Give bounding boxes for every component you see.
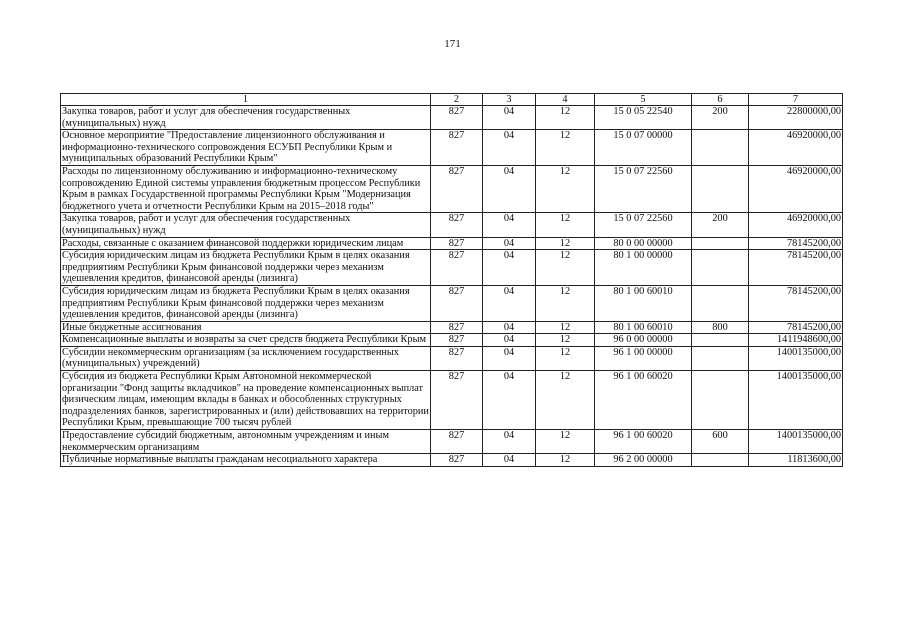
- row-subsection-cell: 12: [536, 430, 595, 454]
- row-ved-cell: 827: [431, 430, 483, 454]
- row-amount-cell: 78145200,00: [749, 285, 843, 321]
- row-amount-cell: 1400135000,00: [749, 346, 843, 370]
- column-header: 7: [749, 94, 843, 106]
- row-name-cell: Закупка товаров, работ и услуг для обеспечения государственных (муниципальных) нужд: [61, 213, 431, 237]
- row-ved-cell: 827: [431, 130, 483, 166]
- row-amount-cell: 46920000,00: [749, 130, 843, 166]
- row-target-article-cell: 96 0 00 00000: [595, 334, 692, 347]
- row-target-article-cell: 15 0 05 22540: [595, 106, 692, 130]
- table-row: [61, 334, 843, 347]
- row-section-cell: 04: [483, 130, 536, 166]
- row-subsection-cell: 12: [536, 165, 595, 212]
- row-name-cell: Расходы по лицензионному обслуживанию и информационно-техническому сопровождению Единой системы управления бюджетным процессом Республики Крым в рамках Государственной программы Республики Крым "Модернизация бюджетного учета и отчетности Республики Крым на 2015–2018 годы": [61, 165, 431, 212]
- row-subsection-cell: 12: [536, 321, 595, 334]
- row-section-cell: 04: [483, 346, 536, 370]
- row-amount-cell: 78145200,00: [749, 237, 843, 250]
- row-section-cell: 04: [483, 213, 536, 237]
- row-expense-type-cell: [692, 165, 749, 212]
- row-target-article-cell: 15 0 07 00000: [595, 130, 692, 166]
- row-ved-cell: 827: [431, 106, 483, 130]
- row-section-cell: 04: [483, 321, 536, 334]
- row-ved-cell: 827: [431, 285, 483, 321]
- row-expense-type-cell: [692, 237, 749, 250]
- row-target-article-cell: 96 1 00 00000: [595, 346, 692, 370]
- row-name-cell: Субсидии некоммерческим организациям (за исключением государственных (муниципальных) учреждений): [61, 346, 431, 370]
- row-name-cell: Предоставление субсидий бюджетным, автономным учреждениям и иным некоммерческим организациям: [61, 430, 431, 454]
- table-body: [61, 106, 843, 467]
- table-row: [61, 321, 843, 334]
- table-row: [61, 237, 843, 250]
- row-target-article-cell: 15 0 07 22560: [595, 165, 692, 212]
- row-ved-cell: 827: [431, 454, 483, 467]
- table-row: [61, 106, 843, 130]
- row-ved-cell: 827: [431, 165, 483, 212]
- row-target-article-cell: 96 2 00 00000: [595, 454, 692, 467]
- row-subsection-cell: 12: [536, 130, 595, 166]
- table-row: [61, 165, 843, 212]
- row-subsection-cell: 12: [536, 346, 595, 370]
- row-expense-type-cell: 800: [692, 321, 749, 334]
- table-row: [61, 250, 843, 286]
- row-section-cell: 04: [483, 250, 536, 286]
- row-subsection-cell: 12: [536, 250, 595, 286]
- row-amount-cell: 78145200,00: [749, 321, 843, 334]
- row-section-cell: 04: [483, 165, 536, 212]
- row-name-cell: Иные бюджетные ассигнования: [61, 321, 431, 334]
- row-expense-type-cell: 200: [692, 213, 749, 237]
- row-amount-cell: 78145200,00: [749, 250, 843, 286]
- row-amount-cell: 11813600,00: [749, 454, 843, 467]
- row-expense-type-cell: [692, 334, 749, 347]
- row-ved-cell: 827: [431, 334, 483, 347]
- row-name-cell: Субсидия из бюджета Республики Крым Автономной некоммерческой организации "Фонд защиты вкладчиков" на проведение компенсационных выплат физическим лицам, имеющим вклады в банках и обособленных структурных подразделениях банков, зарегистрированных и (или) действовавших на территории Республики Крым, превышающие 700 тысяч рублей: [62, 371, 429, 429]
- row-target-article-cell: 96 1 00 60020: [595, 371, 692, 430]
- row-expense-type-cell: [692, 130, 749, 166]
- row-section-cell: 04: [483, 106, 536, 130]
- table-row: [61, 130, 843, 166]
- row-ved-cell: 827: [431, 250, 483, 286]
- row-name-cell: Закупка товаров, работ и услуг для обеспечения государственных (муниципальных) нужд: [61, 106, 431, 130]
- row-section-cell: 04: [483, 430, 536, 454]
- row-ved-cell: 827: [431, 213, 483, 237]
- row-target-article-cell: 80 1 00 00000: [595, 250, 692, 286]
- row-section-cell: 04: [483, 237, 536, 250]
- row-subsection-cell: 12: [536, 454, 595, 467]
- row-ved-cell: 827: [431, 321, 483, 334]
- row-amount-cell: 46920000,00: [749, 165, 843, 212]
- row-amount-cell: 22800000,00: [749, 106, 843, 130]
- row-name-cell: Субсидия юридическим лицам из бюджета Республики Крым в целях оказания предприятиям Республики Крым финансовой поддержки через механизм удешевления кредитов, финансовой аренды (лизинга): [61, 250, 431, 286]
- row-amount-cell: 1400135000,00: [749, 430, 843, 454]
- table-row: [61, 213, 843, 237]
- row-subsection-cell: 12: [536, 237, 595, 250]
- row-expense-type-cell: [692, 454, 749, 467]
- row-expense-type-cell: [692, 250, 749, 286]
- row-amount-cell: 46920000,00: [749, 213, 843, 237]
- row-ved-cell: 827: [431, 237, 483, 250]
- column-header: 6: [692, 94, 749, 106]
- column-header: 1: [61, 94, 431, 106]
- table-row: [61, 346, 843, 370]
- row-target-article-cell: 96 1 00 60020: [595, 430, 692, 454]
- row-expense-type-cell: [692, 371, 749, 430]
- row-section-cell: 04: [483, 285, 536, 321]
- row-target-article-cell: 80 1 00 60010: [595, 285, 692, 321]
- table-row: [61, 454, 843, 467]
- row-amount-cell: 1411948600,00: [749, 334, 843, 347]
- row-expense-type-cell: [692, 346, 749, 370]
- table-row: [61, 285, 843, 321]
- row-subsection-cell: 12: [536, 334, 595, 347]
- budget-table: [60, 93, 843, 467]
- row-ved-cell: 827: [431, 346, 483, 370]
- row-section-cell: 04: [483, 334, 536, 347]
- row-section-cell: 04: [483, 371, 536, 430]
- table-row: [61, 430, 843, 454]
- row-ved-cell: 827: [431, 371, 483, 430]
- row-name-cell: Субсидия юридическим лицам из бюджета Республики Крым в целях оказания предприятиям Республики Крым финансовой поддержки через механизм удешевления кредитов, финансовой аренды (лизинга): [61, 285, 431, 321]
- row-subsection-cell: 12: [536, 213, 595, 237]
- table-row: [61, 371, 843, 430]
- row-subsection-cell: 12: [536, 285, 595, 321]
- row-target-article-cell: 80 1 00 60010: [595, 321, 692, 334]
- row-name-cell: Основное мероприятие "Предоставление лицензионного обслуживания и информационно-технического сопровождения ЕСУБП Республики Крым и муниципальных образований Республики Крым": [61, 130, 431, 166]
- row-section-cell: 04: [483, 454, 536, 467]
- row-name-cell: Расходы, связанные с оказанием финансовой поддержки юридическим лицам: [61, 237, 431, 250]
- column-header: 2: [431, 94, 483, 106]
- column-header: 4: [536, 94, 595, 106]
- row-expense-type-cell: 200: [692, 106, 749, 130]
- column-header: 3: [483, 94, 536, 106]
- row-target-article-cell: 15 0 07 22560: [595, 213, 692, 237]
- row-amount-cell: 1400135000,00: [749, 371, 843, 430]
- row-target-article-cell: 80 0 00 00000: [595, 237, 692, 250]
- table-header-row: [61, 94, 843, 106]
- page-number: 171: [444, 38, 461, 50]
- row-subsection-cell: 12: [536, 371, 595, 430]
- column-header: 5: [595, 94, 692, 106]
- row-expense-type-cell: [692, 285, 749, 321]
- row-expense-type-cell: 600: [692, 430, 749, 454]
- row-subsection-cell: 12: [536, 106, 595, 130]
- row-name-cell: Публичные нормативные выплаты гражданам несоциального характера: [61, 454, 431, 467]
- row-name-cell: Компенсационные выплаты и возвраты за счет средств бюджета Республики Крым: [61, 334, 431, 347]
